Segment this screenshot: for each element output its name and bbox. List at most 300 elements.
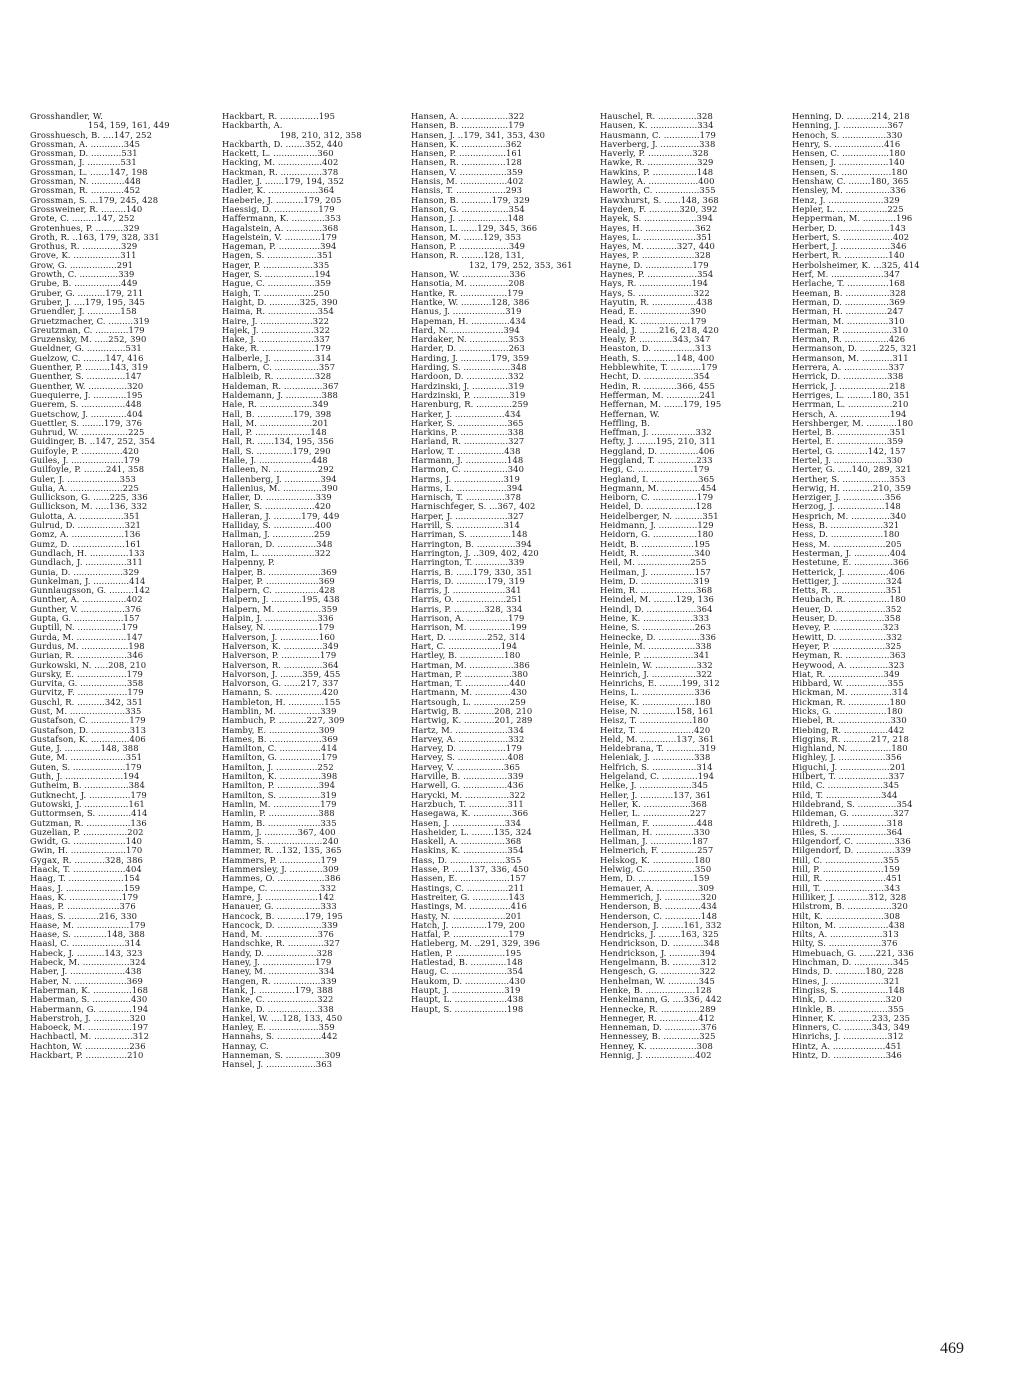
index-entry: Hasty, N. ...................201 [411,911,522,921]
index-entry: Hallman, J. ...............259 [222,530,331,540]
index-entry: Hamlin, M. .................179 [222,799,337,809]
index-entry: Herziger, J. ...............356 [792,493,902,503]
index-entry: Henning, D. .........214, 218 [792,112,910,121]
index-entry: Guttormsen, S. ............414 [30,809,148,819]
index-entry: Herbert, J. ..................346 [792,242,907,252]
index-entry: Hengelmann, B. ..........312 [600,958,717,968]
index-entry: Gurvita, G. .................358 [30,679,144,689]
index-entry: Henning, J. ................367 [792,121,904,131]
index-column-5 [792,112,952,1060]
index-entry: Hansis, T. ..................293 [411,186,523,196]
index-entry: Hartsough, L. .............259 [411,697,526,707]
index-entry: Hamby, E. ..................309 [222,725,335,735]
index-entry: Hilt, K. .....................308 [792,911,901,921]
index-entry: Halper, B. ...................369 [222,567,338,577]
index-entry: Hersch, A. ..................194 [792,409,907,419]
index-entry: Hallenius, M. ..............390 [222,483,338,493]
index-entry: Hamilton, C. ...............414 [222,744,338,754]
index-entry: Harlow, T. .................438 [411,446,521,456]
index-entry: Hanauer, G. ................333 [222,902,337,912]
page-number: 469 [940,1340,964,1357]
index-entry: Himebuach, G. ......221, 336 [792,948,914,958]
index-entry: Guschl, R. ..........342, 351 [30,697,143,707]
index-entry: Hannahs, S. ................442 [222,1032,338,1042]
index-entry: Gulrud, D. .................321 [30,521,141,531]
index-entry: Hefferman, M. ............241 [600,390,716,400]
index-entry: Hastreiter, G. .............143 [411,892,525,902]
index-entry: Hawke, R. ..................329 [600,158,714,168]
index-entry: Hale, R. ...................349 [222,400,329,410]
index-entry: Hamann, S. .................420 [222,688,339,698]
index-entry: Grote, C. .........147, 252 [30,214,135,224]
index-entry: Hermanson, M. ...........311 [792,353,909,363]
index-entry: Gutheim, B. ................384 [30,781,145,791]
index-entry: Hartz, M. ...................334 [411,725,525,735]
index-entry: Haldemann, J. .............388 [222,390,338,400]
index-entry: Halpern, C. ................428 [222,586,336,596]
index-entry: Herman, R. ................426 [792,335,906,345]
index-entry: Heaston, D. ...............313 [600,344,712,354]
index-entry: Haffermann, K. ............353 [222,214,342,224]
index-entry: Harms, J. ..................319 [411,474,520,484]
index-entry: Hanke, C. ..................322 [222,995,334,1005]
index-entry: Gruetzmacher, C. .........319 [30,316,150,326]
index-entry: Hammers, P. ...............179 [222,855,337,865]
index-entry: Heidt, B. ...................195 [600,539,711,549]
index-entry: Harzbuch, T. ..............311 [411,799,524,809]
index-entry: Hiebing, R. ................442 [792,725,905,735]
index-entry: Haverberg, J. ..............338 [600,139,716,149]
index-entry: Hagelstein, V. .............179 [222,232,337,242]
index-entry: Higgins, R. ..........217, 218 [792,734,909,744]
index-entry: Guptill, N. ................179 [30,623,138,633]
index-entry: Hantke, W. ...........128, 386 [411,297,530,307]
index-entry: Heim, D. ...................319 [600,576,710,586]
index-entry: Hatlestad, B. .............148 [411,958,523,968]
index-entry: Herrick, D. ................338 [792,372,904,382]
index-entry: Haase, M. ...................179 [30,920,146,930]
index-entry: Heitz, T. ....................420 [600,725,711,735]
index-entry: Halvorson, J. ........359, 455 [222,669,341,679]
index-entry: Guiles, J. ...................179 [30,455,140,465]
index-entry: Herf, M. ...................347 [792,270,900,280]
index-entry: Haynes, P. ..................354 [600,270,714,280]
index-entry: Haessig, D. ................179 [222,204,335,214]
index-entry: Heath, S. ............148, 400 [600,353,715,363]
index-entry: Hildreth, J. ................318 [792,818,903,828]
index-entry: Hildebrand, S. ..............354 [792,799,913,809]
index-entry: Hamilton, P. ...............394 [222,781,335,791]
index-entry: Hayne, D. .................179 [600,260,709,270]
index-entry: Gurda, M. ..................147 [30,632,143,642]
index-entry: Hilgendorf, C. ..............336 [792,837,911,847]
index-entry: Herther, S. .................353 [792,474,906,484]
index-entry: Hilliker, J. ...........312, 328 [792,892,907,902]
index-column-3 [411,112,579,1014]
index-entry: Hackbart, R. ..............195 [222,112,335,121]
index-entry: Hand, M. ...................376 [222,930,334,940]
index-entry: Hasen, J. ...................334 [411,818,522,828]
index-entry: Guth, J. .....................194 [30,772,140,782]
index-entry: Harland, R. ................327 [411,437,525,447]
index-entry: Heidt, R. ...................340 [600,548,711,558]
index-entry: Haskell, A. ................368 [411,837,522,847]
index-entry: Hamblin, M. ...............339 [222,707,337,716]
index-entry: Gunkelman, J. .............414 [30,576,146,586]
index-entry: Hartman, P. .................380 [411,669,529,679]
index-entry: Henneger, R. ..............412 [600,1013,715,1023]
index-entry: Hangen, R. .................339 [222,976,337,986]
index-entry: Henneman, D. .............376 [600,1023,717,1033]
index-entry: Hintz, D. ...................346 [792,1050,902,1060]
index-entry: Hamm, B. ...................335 [222,818,337,828]
index-entry: Haberstroh, J. .............320 [30,1013,146,1023]
index-entry: Hintz, A. ...................451 [792,1041,902,1051]
index-entry: Gustafson, C. ..............179 [30,716,146,726]
index-entry: Hesterman, J. .............404 [792,548,907,558]
index-entry: Hager, S. ..................194 [222,270,331,280]
index-entry: Guenther, S. ..............147 [30,372,142,382]
index-entry: Hassen, E. ..................157 [411,874,527,884]
index-entry: Hagen, S. ..................351 [222,251,334,261]
index-entry: Hanson, W. .................336 [411,270,526,280]
index-entry: Hewitt, D. .................332 [792,632,903,642]
index-entry: Halper, P. ...................369 [222,576,335,586]
index-entry: Hausen, K. .................334 [600,121,714,131]
index-entry: Halsey, N. ..................179 [222,623,335,633]
index-entry: Halvorson, G. ......217, 337 [222,679,339,689]
index-entry: Hall, S. .............179, 290 [222,446,331,456]
index-entry: Hanson, P. ..................349 [411,242,526,252]
index-entry: Hansen, P. .................161 [411,149,523,159]
index-entry: Henoch, S. ................330 [792,130,903,140]
index-entry: Hennecke, R. ..............289 [600,1004,716,1014]
index-entry: Herrera, A. ................337 [792,363,905,373]
index-entry: Harnischfeger, S. ...367, 402 [411,502,536,512]
index-entry: Henz, J. ....................329 [792,195,900,205]
index-entry: Habermann, G. ............194 [30,1004,149,1014]
index-entry: Heubach, R. ...............180 [792,595,906,605]
index-entry: Gueldner, G. ..............531 [30,344,142,354]
index-entry: Hendrickson, D. ...........348 [600,939,720,949]
index-entry: Groth, R. ..163, 179, 328, 331 [30,232,160,242]
index-column-1 [30,112,198,1060]
index-entry: Gullickson, M. .....136, 332 [30,502,148,512]
index-entry: Hamilton, K. ...............398 [222,772,338,782]
index-entry: Grossman, S. ...179, 245, 428 [30,195,159,205]
index-entry: Hinchman, D. ..............345 [792,958,910,968]
index-entry: Guten, S. ...................179 [30,762,142,772]
index-entry: Hilstrom, B. ................320 [792,902,908,912]
index-entry: Heins, L. ...................336 [600,688,711,698]
index-entry: Heidmann, J. ..............129 [600,521,714,531]
index-entry: Hennig, J. ..................402 [600,1050,712,1060]
index-entry: Harvey, A. ..................332 [411,734,525,744]
index-entry: Guler, J. ...................353 [30,474,136,484]
index-entry: Grossman, R. ............452 [30,186,141,196]
index-entry: Harrison, M. ...............199 [411,623,527,633]
index-entry: Hanus, J. ...................319 [411,307,522,317]
index-entry: Guenther, W. ..............320 [30,381,144,391]
index-entry: Hartwig, K. ...........201, 289 [411,716,533,726]
index-entry: Gruber, G. ..........179, 211 [30,288,144,298]
index-entry: Hamre, J. ...................142 [222,892,335,902]
index-entry: Hamilton, S. ...............319 [222,790,337,800]
index-entry: Grossman, A. ............345 [30,139,141,149]
index-entry: Hellman, H. ..............330 [600,827,711,837]
index-entry: Heidorn, G. ................180 [600,530,714,540]
index-entry: Haberman, K. ..............168 [30,985,149,995]
index-entry: Hantke, R. .................179 [411,288,524,298]
index-entry: Hansen, J. ..179, 341, 353, 430 [411,130,546,140]
index-entry: Gutknecht, J. ...............179 [30,790,147,800]
index-entry: Heise, N. ............158, 161 [600,707,714,716]
index-entry: Hasegawa, K. ..............366 [411,809,529,819]
index-entry: Harmann, J. ...............148 [411,455,524,465]
index-entry: Hegland, I. .................365 [600,474,715,484]
index-entry: Guelzow, C. ........147, 416 [30,353,144,363]
index-entry: Harder, D. ..................263 [411,344,525,354]
index-entry: Heinle, M. .................338 [600,641,712,651]
index-entry: Hansen, B. .................179 [411,121,525,131]
index-entry: Gruendler, J. ............158 [30,307,137,317]
index-entry: Harvey, D. .................179 [411,744,523,754]
index-entry: Gust, M. ....................335 [30,707,142,716]
index-entry: Hertel, J. ...................330 [792,455,903,465]
index-entry: Guequierre, J. ............195 [30,390,143,400]
index-entry: Hinkle, B. ..................355 [792,1004,904,1014]
index-entry: Heisz, T. ...................180 [600,716,709,726]
index-entry: Hiat, R. ....................349 [792,669,900,679]
index-entry: Hancock, B. ..........179, 195 [222,911,343,921]
index-entry: Heggland, D. ..............406 [600,446,715,456]
index-entry: Halliday, S. ...............400 [222,521,332,531]
index-entry: Helgeland, C. .............194 [600,772,715,782]
index-entry: Heinrichs, E. ........199, 312 [600,679,720,689]
index-entry: Hall, R. ......134, 195, 356 [222,437,334,447]
index-entry: Hartwig, B. ...........208, 210 [411,707,533,716]
index-entry: Herzog, J. .................148 [792,502,901,512]
index-entry: Haase, S. ............148, 388 [30,930,145,940]
index-entry: Gumz, D. ...................161 [30,539,142,549]
index-entry: Hays, S. ....................322 [600,288,710,298]
index-entry: Hastings, M. ...............416 [411,902,527,912]
index-entry: Haigh, T. ..................250 [222,288,330,298]
index-entry: Haldeman, R. ..............367 [222,381,339,391]
index-entry: Haas, J. .....................159 [30,883,141,893]
index-entry: Harnisch, T. ..............378 [411,493,522,503]
index-entry: Hertel, E. ..................359 [792,437,904,447]
index-entry: Gustafson, K. ..............406 [30,734,146,744]
index-entry: Grossman, J. ............531 [30,158,137,168]
index-entry: Guerem, S. ................448 [30,400,142,410]
index-entry: Haag, T. ....................154 [30,874,141,884]
index-entry: Haupt, S. ...................198 [411,1004,524,1014]
index-entry: Heinrich, J. ................322 [600,669,713,679]
index-entry: Hellman, J. ...............187 [600,837,709,847]
index-entry: Hart, C. ...................194 [411,641,518,651]
index-entry: Heller, L. .................227 [600,809,707,819]
index-entry: Heffling, B. [600,418,650,428]
index-entry: Henke, B. ..................128 [600,985,712,995]
index-entry: Herlache, T. ...............168 [792,279,905,289]
index-entry: Hass, D. ....................355 [411,855,522,865]
index-entry: Herrick, J. ..................218 [792,381,906,391]
index-entry: Halloran, D. ..............348 [222,539,333,549]
index-entry: Hammes, O. .................386 [222,874,341,884]
index-entry: Hayden, F. ...........320, 392 [600,204,718,214]
index-entry: Hinds, D. ...........180, 228 [792,967,904,977]
index-entry: Haller, D. ..................339 [222,493,332,503]
index-entry: Hawley, A. ..................400 [600,177,715,187]
index-entry: Heinle, P. ..................341 [600,651,710,661]
index-entry: Hepler, L. ..................225 [792,204,904,214]
index-entry: Heidelberger, N. ..........351 [600,511,719,521]
index-entry: Hastings, C. ...............211 [411,883,525,893]
index-entry: Gundlach, J. ...............311 [30,558,143,568]
index-entry: Harding, J. ...........179, 359 [411,353,530,363]
index-entry: Gurvitz, F. ..................179 [30,688,144,698]
index-entry: Haskins, K. ................354 [411,846,524,856]
index-entry: Hayes, H. ..................362 [600,223,712,233]
index-entry: Hawxhurst, S. ......148, 368 [600,195,719,205]
index-entry: Hames, B. ...................369 [222,734,339,744]
index-entry: Grossman, D. ...........531 [30,149,138,159]
index-entry: Hanneman, S. ..............309 [222,1050,341,1060]
index-entry: Halleran, J. ..........179, 449 [222,511,340,521]
index-entry: Haberman, S. ..............430 [30,995,148,1005]
index-entry: Hartman, T. ................440 [411,679,526,689]
index-entry: Grossweiner, R. .........140 [30,204,143,214]
index-entry: Gunia, D. ..................329 [30,567,140,577]
index-entry: Hemmerich, J. .............320 [600,892,717,902]
index-entry: Hayutin, R. ................438 [600,297,713,307]
index-entry: Harville, B. ................339 [411,772,524,782]
index-entry: Handy, D. ..................328 [222,948,333,958]
index-entry: Hayes, L. ...................351 [600,232,713,242]
index-entry: Halle, J. ...................448 [222,455,328,465]
index-entry: Hard, N. ...................394 [411,325,520,335]
index-entry: Heller, J. ............137, 361 [600,790,712,800]
index-entry: Guifoyle, P. ...............420 [30,446,139,456]
index-entry: Heald, J. .......216, 218, 420 [600,325,719,335]
index-entry: Hilgendorf, D. ..............339 [792,846,912,856]
index-entry: Hanson, M. .......129, 353 [411,232,522,242]
index-entry: Hensley, M. ................336 [792,186,907,196]
index-entry: Hansen, R. ................128 [411,158,522,168]
index-entry: Gute, J. .............148, 388 [30,744,139,754]
index-entry: Hamlin, P. ..................388 [222,809,335,819]
index-entry: Grossman, N. ............448 [30,177,141,187]
index-entry: Halpern, J. ...........195, 438 [222,595,340,605]
index-entry: Herrman, L. ................210 [792,400,909,410]
index-entry: Highland, N. ...............180 [792,744,908,754]
index-entry: Growth, C. ..............339 [30,270,135,280]
index-entry: Hart, D. ..............252, 314 [411,632,526,642]
index-entry: Halverson, J. ..............160 [222,632,336,642]
index-entry: Hertel, B. ...................351 [792,428,906,438]
index-entry: Haas, K. ...................179 [30,892,139,902]
index-entry: Haug, C. ....................354 [411,967,524,977]
index-entry: Herman, P. ..................310 [792,325,909,335]
index-entry: Hausmann, C. .............179 [600,130,716,140]
index-entry: Haas, S. ...........216, 330 [30,911,138,921]
index-entry: Grossman, L. .......147, 198 [30,167,148,177]
index-entry: Heil, M. ...................255 [600,558,707,568]
index-entry: Haire, J. ...................322 [222,316,330,326]
index-entry: Herman, H. ...............247 [792,307,904,317]
index-entry: Heise, K. ...................180 [600,697,711,707]
index-entry: Hambuch, P. ..........227, 309 [222,716,345,726]
index-entry: Gupta, G. ..................157 [30,614,140,624]
index-entry: Halpenny, P. [222,558,275,568]
index-entry: Harris, B. ......179, 330, 351 [411,567,533,577]
index-entry: Hensen, S. ..................180 [792,167,908,177]
index-entry: 154, 159, 161, 449 [88,121,170,131]
index-entry: Henshaw, C. ........180, 365 [792,177,909,187]
index-entry: Hapeman, H. ..............434 [411,316,527,326]
index-entry: Hinners, C. ..........343, 349 [792,1023,910,1033]
index-entry: Helskog, K. ...............180 [600,855,711,865]
index-entry: Guettler, S. ........179, 376 [30,418,143,428]
index-entry: Hines, J. ...................321 [792,976,900,986]
index-entry: Hinner, K. ............233, 235 [792,1013,911,1023]
index-entry: Harrington, J. ..309, 402, 420 [411,548,539,558]
index-entry: Heiborn, C. ................179 [600,493,714,503]
index-entry: Heuser, D. ................358 [792,614,901,624]
index-entry: Hake, J. ....................337 [222,335,331,345]
index-entry: Harenburg, R. .............259 [411,400,529,410]
index-entry: Hacking, M. ................402 [222,158,339,168]
index-entry: Haasl, C. ...................314 [30,939,141,949]
index-entry: Henkelmann, G. ....336, 442 [600,995,722,1005]
index-entry: Hansis, M. .................402 [411,177,524,187]
index-entry: Hemauer, A. ...............309 [600,883,715,893]
index-entry: Gutzman, R. ................136 [30,818,147,828]
index-entry: Hill, T. ......................343 [792,883,901,893]
index-entry: Hanson, R. ........128, 131, [411,251,525,261]
index-entry: Hank, J. .............179, 388 [222,985,334,995]
index-entry: Henderson, B. .............434 [600,902,718,912]
index-entry: Hall, M. ...................201 [222,418,329,428]
index-entry: Hardoon, D. ...............332 [411,372,525,382]
index-entry: Grove, K. .................311 [30,251,137,261]
index-entry: Halverson, P. ..............179 [222,651,337,661]
index-entry: Hasse, P. ......137, 336, 450 [411,865,529,875]
index-entry: Hall, B. .............179, 398 [222,409,332,419]
index-entry: Haima, R. ..................354 [222,307,334,317]
index-entry: Habeck, J. ..........143, 323 [30,948,143,958]
index-entry: Hevey, P. ..................323 [792,623,900,633]
index-entry: Hegi, C. ....................179 [600,465,710,475]
index-entry: Helfrich, S. ................314 [600,762,713,772]
index-entry: Hepperman, M. ............196 [792,214,913,224]
index-entry: Heldebrana, T. ............319 [600,744,716,754]
index-entry: Hatleberg, M. ..291, 329, 396 [411,939,541,949]
index-entry: Grosshuesch, B. ....147, 252 [30,130,153,140]
index-entry: Hanson, L. ......129, 345, 366 [411,223,538,233]
index-entry: Hensen, J. ..................140 [792,158,905,168]
index-entry: Harvey, S. ..................408 [411,753,524,763]
index-entry: Harris, J. ...................341 [411,586,522,596]
index-entry: Hilbert, T. ..................337 [792,772,905,782]
index-entry: Head, E. ..................390 [600,307,707,317]
index-entry: Hertel, G. ...........142, 157 [792,446,906,456]
index-entry: Herman, M. ...............310 [792,316,905,326]
index-entry: Hendricks, J. ........163, 325 [600,930,719,940]
index-entry: Hild, T. ....................344 [792,790,898,800]
index-column-4 [600,112,768,1060]
